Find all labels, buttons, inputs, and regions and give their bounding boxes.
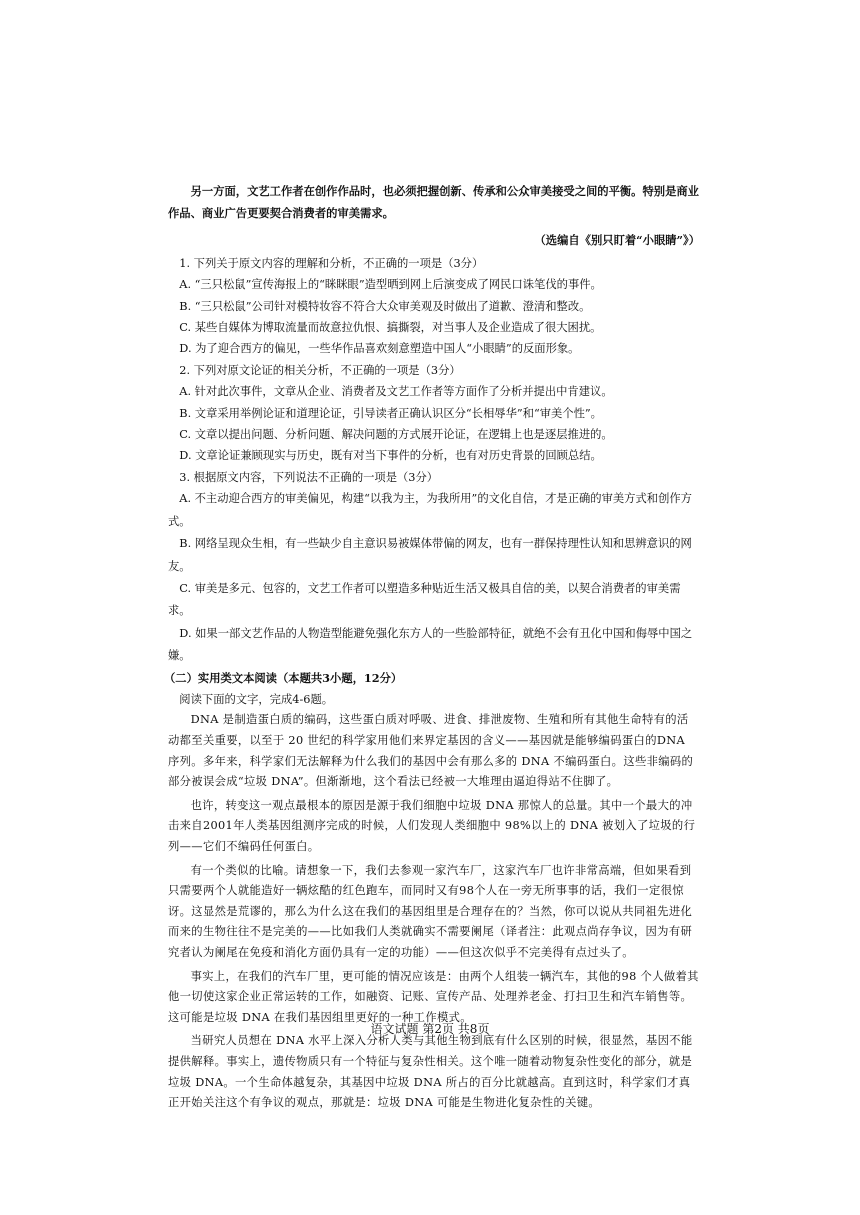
question-3: [168, 467, 700, 668]
passage-paragraph-1: DNA 是制造蛋白质的编码，这些蛋白质对呼吸、进食、排泄废物、生殖和所有其他生命特有的活动都至关重要，以至于 20 世纪的科学家用他们来界定基因的含义——基因就是能够编码蛋白的DNA 序列。多年来，科学家们无法解释为什么我们的基因中会有那么多的 DNA 不编码蛋白。这些非编码的部分被误会成“垃圾 DNA”。但渐渐地，这个看法已经被一大堆理由逼迫得站不住脚了。: [168, 713, 694, 789]
option-d: D. 文章论证兼顾现实与历史，既有对当下事件的分析，也有对历史背景的回顾总结。: [179, 449, 602, 463]
question-stem: 1. 下列关于原文内容的理解和分析，不正确的一项是（3分）: [179, 256, 484, 270]
page-footer: 语文试题 第2页 共8页: [370, 1022, 490, 1036]
question-stem: 3. 根据原文内容，下列说法不正确的一项是（3分）: [179, 470, 439, 484]
option-a: A. 针对此次事件，文章从企业、消费者及文艺工作者等方面作了分析并提出中肯建议。: [179, 385, 613, 399]
reading-passage: [168, 710, 700, 1113]
option-d: D. 如果一部文艺作品的人物造型能避免强化东方人的一些脸部特征，就绝不会有丑化中国和侮辱中国之嫌。: [168, 626, 693, 663]
question-1: [168, 253, 700, 360]
option-c: C. 审美是多元、包容的，文艺工作者可以塑造多种贴近生活又极具自信的美，以契合消费者的审美需求。: [168, 581, 681, 618]
page-content: [164, 180, 700, 1114]
option-a: A. “三只松鼠”宣传海报上的“眯眯眼”造型晒到网上后演变成了网民口诛笔伐的事件。: [179, 278, 602, 292]
option-a: A. 不主动迎合西方的审美偏见，构建“以我为主，为我所用”的文化自信，才是正确的审美方式和创作方式。: [168, 492, 692, 528]
passage-paragraph-5: 当研究人员想在 DNA 水平上深入分析人类与其他生物到底有什么区别的时候，很显然，基因不能提供解释。事实上，遗传物质只有一个特征与复杂性相关。这个唯一随着动物复杂性变化的部分，就是垃圾 DNA。一个生命体越复杂，其基因中垃圾 DNA 所占的百分比就越高。直到这时，科学家们才真正开始关注这个有争议的观点，那就是：垃圾 DNA 可能是生物进化复杂性的关键。: [168, 1034, 693, 1110]
passage-paragraph-2: 也许，转变这一观点最根本的原因是源于我们细胞中垃圾 DNA 那惊人的总量。其中一个最大的冲击来自2001年人类基因组测序完成的时候，人们发现人类细胞中 98%以上的 DNA 被划入了垃圾的行列——它们不编码任何蛋白。: [168, 798, 696, 853]
passage-paragraph-4: 事实上，在我们的汽车厂里，更可能的情况应该是：由两个人组装一辆汽车，其他的98 个人做着其他一切使这家企业正常运转的工作，如融资、记账、宣传产品、处理养老金、打扫卫生和汽车销售等。这可能是垃圾 DNA 在我们基因组里更好的一种工作模式。: [168, 969, 699, 1024]
passage-paragraph-3: 有一个类似的比喻。请想象一下，我们去参观一家汽车厂，这家汽车厂也许非常高端，但如果看到只需要两个人就能造好一辆炫酷的红色跑车，而同时又有98个人在一旁无所事事的话，我们一定很惊讶。这显然是荒谬的，那么为什么这在我们的基因组里是合理存在的？当然，你可以说从共同祖先进化而来的生物往往不是完美的——比如我们人类就确实不需要阑尾（译者注：此观点尚存争议，因为有研究者认为阑尾在免疫和消化方面仍具有一定的功能）——但这次似乎不完美得有点过头了。: [168, 863, 693, 959]
passage-closing-paragraph: 另一方面，文艺工作者在创作作品时，也必须把握创新、传承和公众审美接受之间的平衡。特别是商业作品、商业广告更要契合消费者的审美需求。: [168, 184, 699, 221]
option-c: C. 某些自媒体为博取流量而故意拉仇恨、搞撕裂，对当事人及企业造成了很大困扰。: [179, 321, 602, 335]
option-d: D. 为了迎合西方的偏见，一些华作品喜欢刻意塑造中国人“小眼睛”的反面形象。: [179, 342, 580, 356]
question-stem: 2. 下列对原文论证的相关分析，不正确的一项是（3分）: [179, 363, 461, 377]
question-2: [168, 360, 700, 467]
section-instruction: 阅读下面的文字，完成4-6题。: [179, 693, 334, 707]
passage-source: （选编自《别只盯着“小眼睛”》）: [534, 232, 700, 247]
option-b: B. 网络呈现众生相，有一些缺少自主意识易被媒体带偏的网友，也有一群保持理性认知和思辨意识的网友。: [168, 537, 692, 573]
option-b: B. 文章采用举例论证和道理论证，引导读者正确认识区分“长相辱华”和“审美个性”。: [179, 406, 602, 420]
section-heading: （二）实用类文本阅读（本题共3小题，12分）: [164, 670, 403, 685]
option-b: B. “三只松鼠”公司针对模特妆容不符合大众审美观及时做出了道歉、澄清和整改。: [179, 299, 591, 313]
option-c: C. 文章以提出问题、分析问题、解决问题的方式展开论证，在逻辑上也是逐层推进的。: [179, 428, 613, 442]
